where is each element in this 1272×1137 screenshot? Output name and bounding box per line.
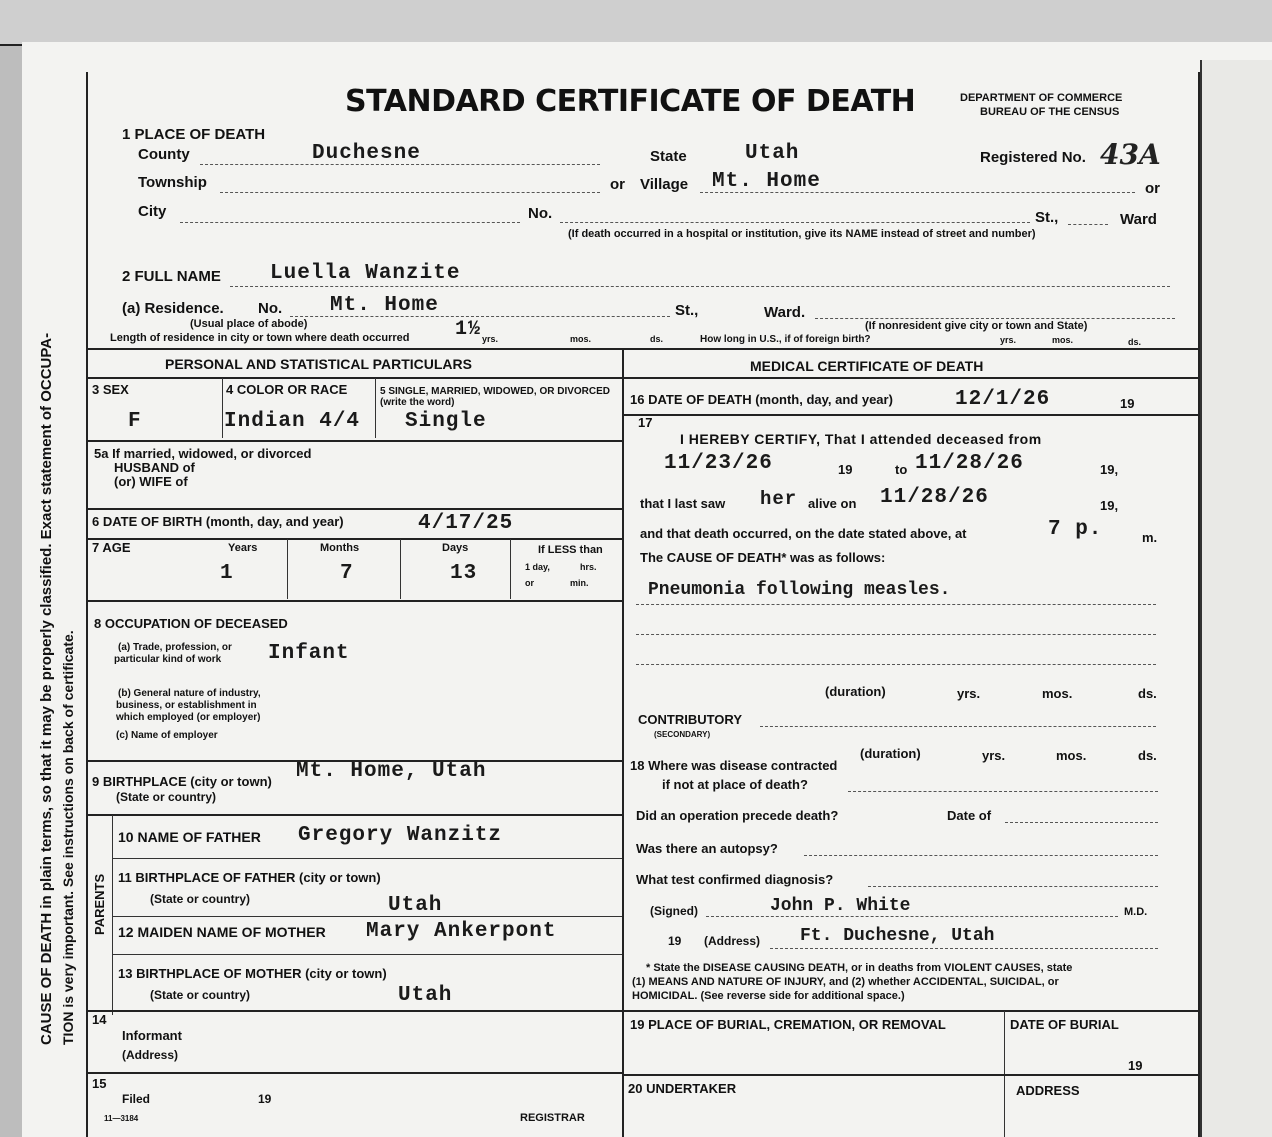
residence-ward-label: Ward. (764, 304, 806, 321)
certify-number: 17 (638, 415, 653, 430)
or-label: or (610, 176, 625, 193)
no-label: No. (528, 205, 553, 222)
contributory-label: CONTRIBUTORY (638, 712, 742, 727)
bureau-census: BUREAU OF THE CENSUS (980, 106, 1120, 118)
occupation-a-label-2: particular kind of work (114, 654, 222, 665)
filed-number: 15 (92, 1076, 107, 1091)
footnote-line-1: * State the DISEASE CAUSING DEATH, or in deaths from VIOLENT CAUSES, state (646, 962, 1073, 974)
duration-label-2: (duration) (860, 746, 921, 761)
county-label: County (138, 146, 190, 163)
place-label: 1 PLACE OF DEATH (122, 126, 266, 143)
last-saw-label: that I last saw (640, 496, 726, 511)
attended-to-19: 19, (1100, 462, 1119, 477)
contracted-label-2: if not at place of death? (662, 777, 808, 792)
attended-from-19: 19 (838, 462, 853, 477)
duration-label-1: (duration) (825, 684, 886, 699)
occupation-c-label: (c) Name of employer (116, 730, 218, 741)
registered-label: Registered No. (980, 149, 1086, 166)
father-label: 10 NAME OF FATHER (118, 829, 261, 845)
time-m-label: m. (1142, 530, 1158, 545)
frame-left (86, 72, 88, 1137)
less-day: 1 day, (525, 562, 550, 572)
burial-label: 19 PLACE OF BURIAL, CREMATION, OR REMOVAL (630, 1017, 946, 1032)
less-min: min. (570, 578, 589, 588)
length-residence-value: 1½ (455, 318, 482, 341)
contracted-label-1: 18 Where was disease contracted (630, 758, 838, 773)
state-label: State (650, 148, 687, 165)
autopsy-label: Was there an autopsy? (636, 841, 778, 856)
dept-commerce: DEPARTMENT OF COMMERCE (960, 92, 1123, 104)
residence-value: Mt. Home (330, 294, 439, 317)
dob-label: 6 DATE OF BIRTH (month, day, and year) (92, 514, 344, 529)
city-label: City (138, 203, 167, 220)
months-label: Months (320, 542, 360, 554)
mother-birthplace-label-2: (State or country) (150, 988, 251, 1002)
duration-ds-2: ds. (1138, 748, 1157, 763)
time-value: 7 p. (1048, 518, 1103, 541)
occupation-heading: 8 OCCUPATION OF DECEASED (94, 616, 288, 631)
age-years-value: 1 (220, 562, 234, 585)
color-label: 4 COLOR OR RACE (226, 382, 348, 397)
date-of-label: Date of (947, 808, 992, 823)
county-value: Duchesne (312, 142, 421, 165)
father-value: Gregory Wanzitz (298, 824, 503, 847)
column-divider (622, 350, 624, 1137)
last-saw-19: 19, (1100, 498, 1119, 513)
sex-value: F (128, 410, 142, 433)
md-label: M.D. (1124, 906, 1148, 918)
age-days-value: 13 (450, 562, 478, 585)
margin-note-line2: TION is very important. See instructions on back of certificate. (60, 630, 76, 1045)
spouse-label-2: HUSBAND of (114, 460, 195, 475)
or-label-2: or (1145, 180, 1160, 197)
footnote-line-3: HOMICIDAL. (See reverse side for additional space.) (632, 990, 905, 1002)
margin-note-line1: CAUSE OF DEATH in plain terms, so that it may be properly classified. Exact statement of OCCUPA- (38, 332, 55, 1045)
duration-mos-1: mos. (1042, 686, 1073, 701)
length-yrs: yrs. (482, 334, 499, 344)
birthplace-label-1: 9 BIRTHPLACE (city or town) (92, 774, 272, 789)
spouse-label-3: (or) WIFE of (114, 474, 188, 489)
duration-ds-1: ds. (1138, 686, 1157, 701)
parents-label: PARENTS (92, 873, 107, 935)
attended-to-label: to (895, 462, 908, 477)
hospital-note: (If death occurred in a hospital or institution, give its NAME instead of street and number) (568, 228, 1036, 240)
days-label: Days (442, 542, 469, 554)
length-mos: mos. (570, 334, 592, 344)
township-label: Township (138, 174, 207, 191)
less-label: If LESS than (538, 544, 603, 556)
state-value: Utah (745, 142, 800, 165)
occupation-b-label-2: business, or establishment in (116, 700, 257, 711)
residence-st-label: St., (675, 302, 699, 319)
filed-19: 19 (258, 1092, 272, 1106)
color-value: Indian 4/4 (224, 410, 361, 433)
secondary-label: (SECONDARY) (654, 730, 711, 739)
operation-label: Did an operation precede death? (636, 808, 839, 823)
occupation-b-label-1: (b) General nature of industry, (118, 688, 261, 699)
birthplace-value: Mt. Home, Utah (296, 760, 487, 783)
duration-yrs-1: yrs. (957, 686, 981, 701)
burial-19: 19 (1128, 1058, 1143, 1073)
certify-label: I HEREBY CERTIFY, That I attended deceased from (680, 431, 1042, 447)
attended-from: 11/23/26 (664, 452, 773, 475)
village-value: Mt. Home (712, 170, 821, 193)
cause-label: The CAUSE OF DEATH* was as follows: (640, 550, 886, 565)
residence-label: (a) Residence. (122, 300, 224, 317)
birthplace-label-2: (State or country) (116, 790, 217, 804)
residence-no-label: No. (258, 300, 283, 317)
rule-top-section (86, 348, 1198, 350)
address-value: Ft. Duchesne, Utah (800, 926, 995, 946)
attended-to: 11/28/26 (915, 452, 1024, 475)
registrar-label: REGISTRAR (520, 1112, 585, 1124)
full-name-label: 2 FULL NAME (122, 268, 221, 285)
signed-value: John P. White (770, 896, 911, 916)
ward-label: Ward (1120, 211, 1157, 228)
medical-heading: MEDICAL CERTIFICATE OF DEATH (750, 358, 984, 374)
us-yrs: yrs. (1000, 335, 1017, 345)
filed-label: Filed (122, 1092, 151, 1106)
mother-value: Mary Ankerpont (366, 920, 557, 943)
father-birthplace-label-2: (State or country) (150, 892, 251, 906)
undertaker-label: 20 UNDERTAKER (628, 1081, 737, 1096)
adjacent-page-edge (1200, 60, 1272, 1137)
occupation-b-label-3: which employed (or employer) (116, 712, 261, 723)
sex-label: 3 SEX (92, 382, 129, 397)
st-label: St., (1035, 209, 1059, 226)
address-19: 19 (668, 934, 682, 948)
age-label: 7 AGE (92, 540, 131, 555)
marital-value: Single (405, 410, 487, 433)
registered-number: 43A (1100, 138, 1161, 171)
last-saw-her: her (760, 488, 798, 510)
nonresident-note: (If nonresident give city or town and State) (865, 320, 1088, 332)
full-name-value: Luella Wanzite (270, 262, 461, 285)
informant-number: 14 (92, 1012, 107, 1027)
last-saw-date: 11/28/26 (880, 486, 989, 509)
mother-label: 12 MAIDEN NAME OF MOTHER (118, 924, 326, 940)
length-ds: ds. (650, 334, 664, 344)
form-number: 11—3184 (104, 1114, 139, 1123)
dod-label: 16 DATE OF DEATH (month, day, and year) (630, 392, 893, 407)
us-ds: ds. (1128, 337, 1142, 347)
alive-on-label: alive on (808, 496, 857, 511)
test-label: What test confirmed diagnosis? (636, 872, 834, 887)
less-hrs: hrs. (580, 562, 597, 572)
years-label: Years (228, 542, 258, 554)
page-title: STANDARD CERTIFICATE OF DEATH (345, 84, 916, 119)
informant-label: Informant (122, 1028, 182, 1043)
dob-value: 4/17/25 (418, 512, 514, 535)
dod-19: 19 (1120, 396, 1135, 411)
spouse-label-1: 5a If married, widowed, or divorced (94, 446, 312, 461)
duration-mos-2: mos. (1056, 748, 1087, 763)
informant-address-label: (Address) (122, 1048, 179, 1062)
dod-value: 12/1/26 (955, 388, 1051, 411)
father-birthplace-value: Utah (388, 894, 443, 917)
length-residence-label: Length of residence in city or town where death occurred (110, 332, 410, 344)
age-months-value: 7 (340, 562, 354, 585)
duration-yrs-2: yrs. (982, 748, 1006, 763)
address-label: (Address) (704, 934, 761, 948)
burial-date-label: DATE OF BURIAL (1010, 1017, 1119, 1032)
scan-top-edge (0, 0, 1272, 46)
footnote-line-2: (1) MEANS AND NATURE OF INJURY, and (2) whether ACCIDENTAL, SUICIDAL, or (632, 976, 1059, 988)
village-label: Village (640, 176, 689, 193)
us-residence-label: How long in U.S., if of foreign birth? (700, 334, 871, 345)
marital-label: 5 SINGLE, MARRIED, WIDOWED, OR DIVORCED (write the word) (380, 386, 611, 408)
usual-abode-note: (Usual place of abode) (190, 318, 308, 330)
us-mos: mos. (1052, 335, 1074, 345)
mother-birthplace-value: Utah (398, 984, 453, 1007)
mother-birthplace-label-1: 13 BIRTHPLACE OF MOTHER (city or town) (118, 966, 387, 981)
less-or: or (525, 578, 534, 588)
occurred-label: and that death occurred, on the date stated above, at (640, 526, 967, 541)
undertaker-address-label: ADDRESS (1016, 1083, 1080, 1098)
father-birthplace-label-1: 11 BIRTHPLACE OF FATHER (city or town) (118, 870, 381, 885)
occupation-a-label-1: (a) Trade, profession, or (118, 642, 232, 653)
personal-heading: PERSONAL AND STATISTICAL PARTICULARS (165, 356, 472, 372)
signed-label: (Signed) (650, 904, 698, 918)
cause-value: Pneumonia following measles. (648, 580, 951, 600)
occupation-value: Infant (268, 642, 350, 665)
